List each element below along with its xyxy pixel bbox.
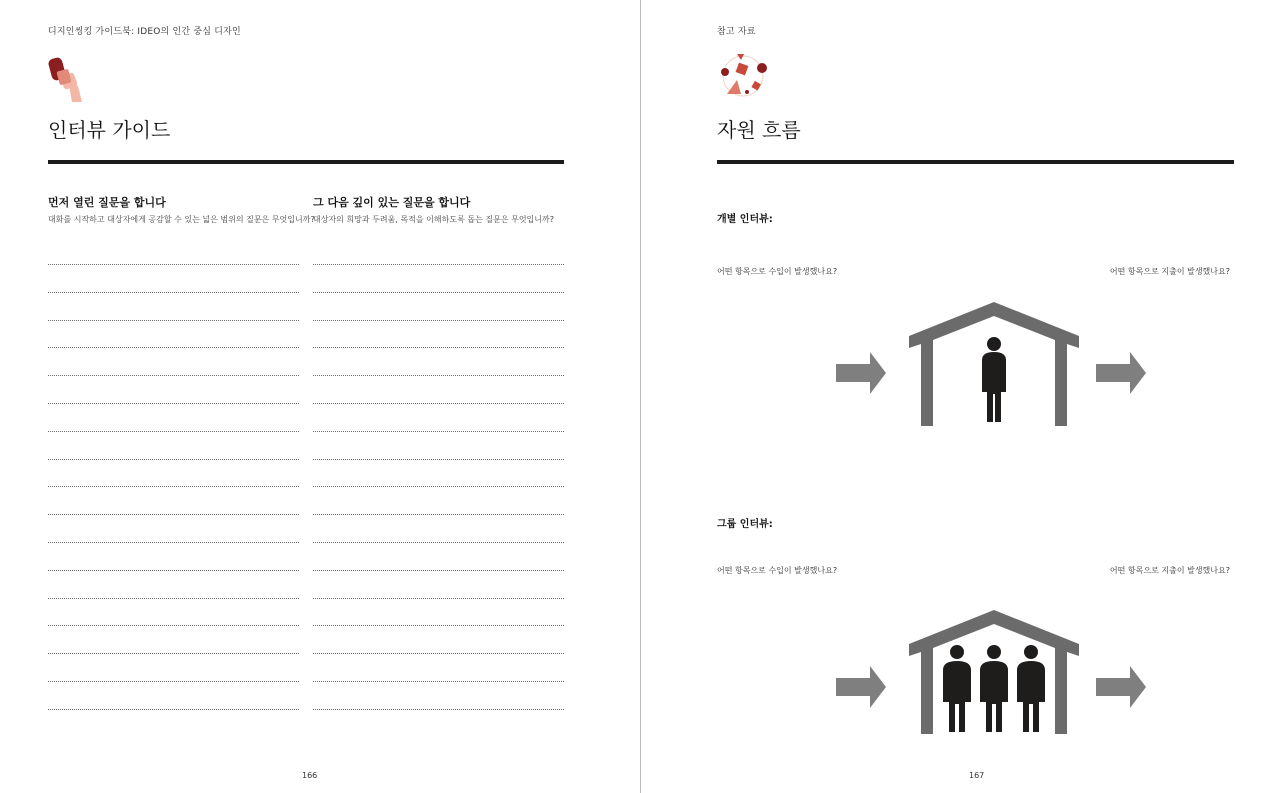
inflow-arrow-icon: [836, 352, 886, 394]
writing-line[interactable]: [48, 681, 299, 682]
writing-line[interactable]: [313, 292, 564, 293]
writing-line[interactable]: [313, 459, 564, 460]
column-description-deep-questions: 대상자의 희망과 두려움, 목적을 이해하도록 돕는 질문은 무엇입니까?: [313, 215, 554, 224]
writing-line[interactable]: [48, 486, 299, 487]
inflow-arrow-icon: [836, 666, 886, 708]
running-head: 디지인씽킹 가이드북: IDEO의 인간 중심 디자인: [48, 27, 241, 37]
column-heading-open-questions: 먼저 열린 질문을 합니다: [48, 196, 166, 209]
page-title: 자원 흐름: [717, 118, 801, 142]
writing-line[interactable]: [48, 320, 299, 321]
page-number: 167: [969, 771, 985, 780]
writing-line[interactable]: [48, 459, 299, 460]
section-heading-group: 그룹 인터뷰:: [717, 519, 773, 530]
title-rule: [48, 160, 564, 164]
writing-line[interactable]: [313, 375, 564, 376]
writing-line[interactable]: [48, 292, 299, 293]
writing-line[interactable]: [313, 486, 564, 487]
outflow-arrow-icon: [1096, 666, 1146, 708]
writing-line[interactable]: [48, 403, 299, 404]
writing-line[interactable]: [313, 570, 564, 571]
inflow-question: 어떤 항목으로 수입이 발생했나요?: [717, 267, 838, 276]
writing-line[interactable]: [48, 653, 299, 654]
writing-line[interactable]: [48, 570, 299, 571]
right-page: [641, 0, 1280, 793]
outflow-question: 어떤 항목으로 지출이 발생했나요?: [1109, 267, 1230, 276]
house-one-person-icon: [909, 302, 1079, 426]
writing-line[interactable]: [48, 514, 299, 515]
writing-line[interactable]: [48, 264, 299, 265]
microphone-hand-icon: [48, 52, 88, 104]
writing-line[interactable]: [313, 264, 564, 265]
writing-line[interactable]: [313, 347, 564, 348]
shapes-cluster-icon: [717, 50, 777, 102]
writing-line[interactable]: [48, 347, 299, 348]
outflow-arrow-icon: [1096, 352, 1146, 394]
writing-line[interactable]: [313, 320, 564, 321]
title-rule: [717, 160, 1234, 164]
writing-lines-right: [313, 264, 564, 737]
house-three-people-icon: [909, 610, 1079, 734]
writing-line[interactable]: [313, 709, 564, 710]
column-description-open-questions: 대화를 시작하고 대상자에게 공감할 수 있는 넓은 범위의 질문은 무엇입니까?: [48, 215, 315, 224]
writing-line[interactable]: [313, 625, 564, 626]
column-heading-deep-questions: 그 다음 깊이 있는 질문을 합니다: [313, 196, 471, 209]
writing-line[interactable]: [313, 681, 564, 682]
writing-line[interactable]: [313, 542, 564, 543]
writing-line[interactable]: [313, 403, 564, 404]
section-heading-individual: 개별 인터뷰:: [717, 214, 773, 225]
writing-line[interactable]: [48, 431, 299, 432]
outflow-question: 어떤 항목으로 지출이 발생했나요?: [1109, 566, 1230, 575]
writing-line[interactable]: [313, 431, 564, 432]
writing-line[interactable]: [48, 542, 299, 543]
writing-lines-left: [48, 264, 299, 737]
writing-line[interactable]: [313, 514, 564, 515]
writing-line[interactable]: [313, 598, 564, 599]
inflow-question: 어떤 항목으로 수입이 발생했나요?: [717, 566, 838, 575]
running-head: 참고 자료: [717, 27, 756, 37]
page-number: 166: [302, 771, 318, 780]
writing-line[interactable]: [48, 709, 299, 710]
writing-line[interactable]: [48, 375, 299, 376]
writing-line[interactable]: [48, 625, 299, 626]
page-title: 인터뷰 가이드: [48, 118, 171, 142]
writing-line[interactable]: [313, 653, 564, 654]
writing-line[interactable]: [48, 598, 299, 599]
